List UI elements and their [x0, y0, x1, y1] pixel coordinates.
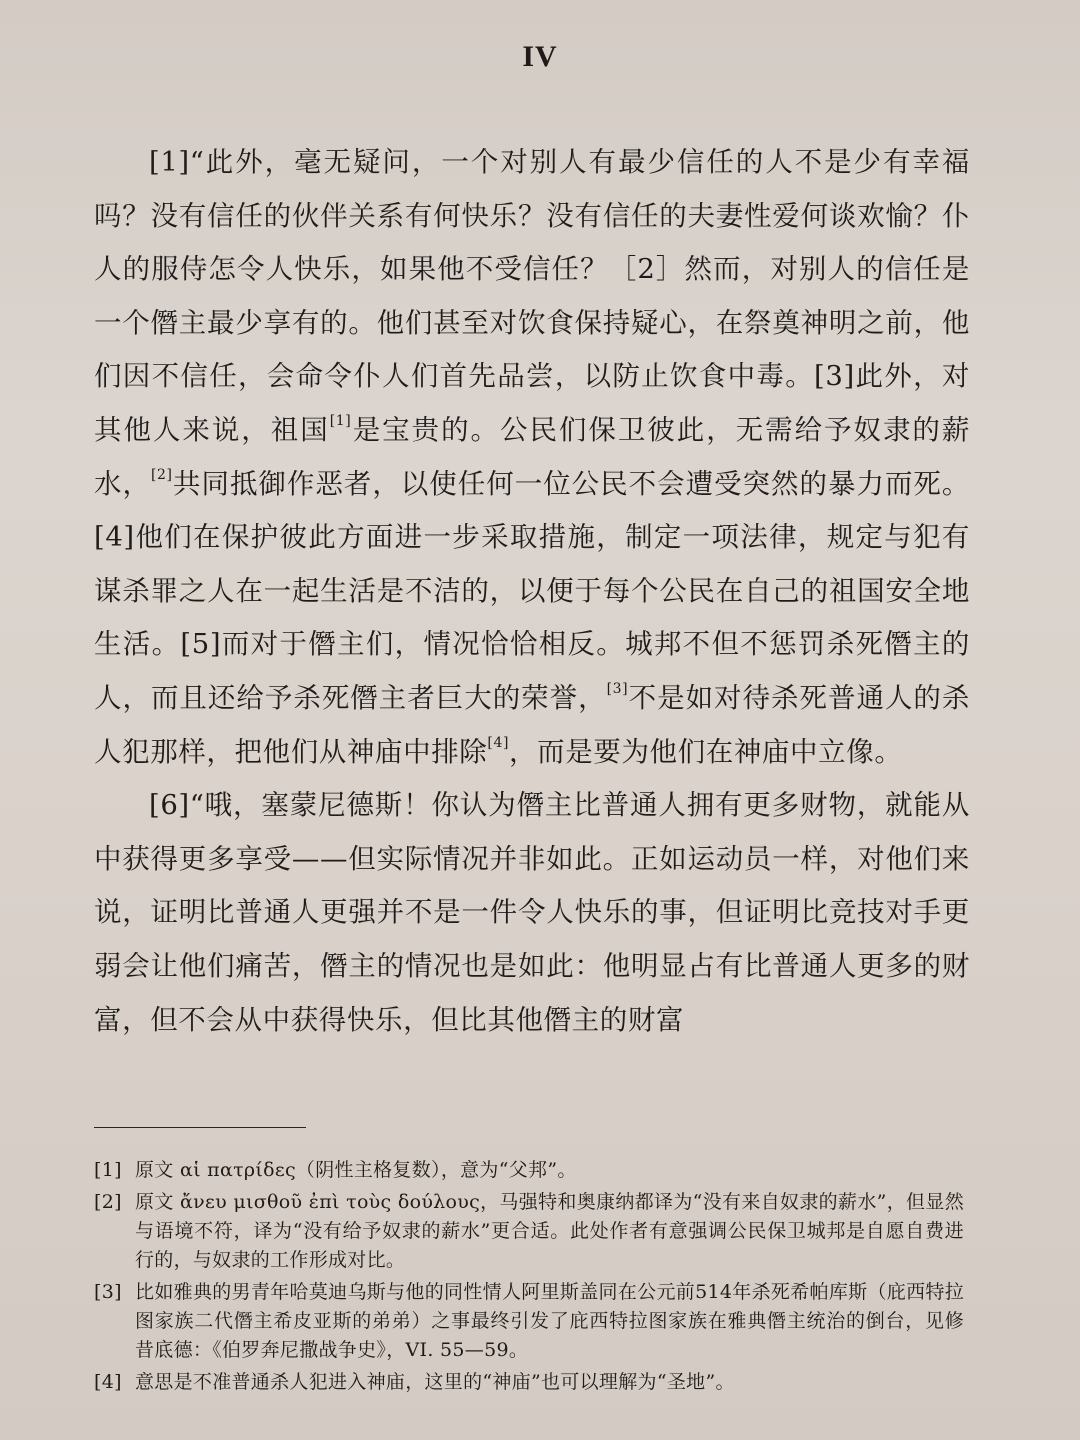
footnote-3-number: [3]	[94, 1281, 122, 1303]
main-text	[94, 136, 970, 1047]
footnote-4	[94, 1368, 964, 1397]
paragraph-2: [6]“哦，塞蒙尼德斯！你认为僭主比普通人拥有更多财物，就能从中获得更多享受——但实际情况并非如此。正如运动员一样，对他们来说，证明比普通人更强并不是一件令人快乐的事，但证明比竞技对手更弱会让他们痛苦，僭主的情况也是如此：他明显占有比普通人更多的财富，但不会从中获得快乐，但比其他僭主的财富	[94, 789, 970, 1036]
paragraph-1-segment-4: 不是如对待杀死普通人的杀人犯那样，把他们从神庙中排除	[94, 681, 970, 768]
footnote-divider	[94, 1127, 306, 1128]
footnote-1	[94, 1156, 964, 1185]
paragraph-1-segment-5: ，而是要为他们在神庙中立像。	[509, 735, 903, 768]
paragraph-1-segment-2: 是宝贵的。公民们保卫彼此，无需给予奴隶的薪水，	[94, 413, 970, 500]
footnote-ref-3[interactable]: [3]	[606, 680, 629, 697]
footnote-ref-4[interactable]: [4]	[487, 734, 510, 751]
chapter-title: IV	[522, 40, 558, 73]
footnote-2	[94, 1188, 964, 1275]
footnote-1-text: 原文 αἱ πατρίδες（阴性主格复数），意为“父邦”。	[135, 1159, 577, 1181]
paragraph-1	[94, 136, 970, 779]
footnote-4-text: 意思是不准普通杀人犯进入神庙，这里的“神庙”也可以理解为“圣地”。	[135, 1371, 735, 1393]
footnote-ref-2[interactable]: [2]	[150, 466, 173, 483]
footnotes	[94, 1156, 964, 1400]
footnote-2-number: [2]	[94, 1191, 122, 1213]
footnote-4-number: [4]	[94, 1371, 122, 1393]
paragraph-1-segment-3: 共同抵御作恶者，以使任何一位公民不会遭受突然的暴力而死。[4]他们在保护彼此方面进一步采取措施，制定一项法律，规定与犯有谋杀罪之人在一起生活是不洁的，以便于每个公民在自己的祖国安全地生活。[5]而对于僭主们，情况恰恰相反。城邦不但不惩罚杀死僭主的人，而且还给予杀死僭主者巨大的荣誉，	[94, 467, 970, 714]
footnote-ref-1[interactable]: [1]	[329, 412, 352, 429]
footnote-3	[94, 1278, 964, 1365]
paragraph-1-segment-1: [1]“此外，毫无疑问，一个对别人有最少信任的人不是少有幸福吗？没有信任的伙伴关系有何快乐？没有信任的夫妻性爱何谈欢愉？仆人的服侍怎令人快乐，如果他不受信任？［2］然而，对别人的信任是一个僭主最少享有的。他们甚至对饮食保持疑心，在祭奠神明之前，他们因不信任，会命令仆人们首先品尝，以防止饮食中毒。[3]此外，对其他人来说，祖国	[94, 146, 970, 446]
footnote-2-text: 原文 ἄνευ μισθοῦ ἐπὶ τοὺς δούλους，马强特和奥康纳都译为“没有来自奴隶的薪水”，但显然与语境不符，译为“没有给予奴隶的薪水”更合适。此处作者有意强调公民保卫城邦是自愿自费进行的，与奴隶的工作形成对比。	[135, 1191, 964, 1271]
footnote-1-number: [1]	[94, 1159, 122, 1181]
footnote-3-text: 比如雅典的男青年哈莫迪乌斯与他的同性情人阿里斯盖同在公元前514年杀死希帕库斯（庇西特拉图家族二代僭主希皮亚斯的弟弟）之事最终引发了庇西特拉图家族在雅典僭主统治的倒台，见修昔底德：《伯罗奔尼撒战争史》，VI. 55—59。	[135, 1281, 964, 1361]
